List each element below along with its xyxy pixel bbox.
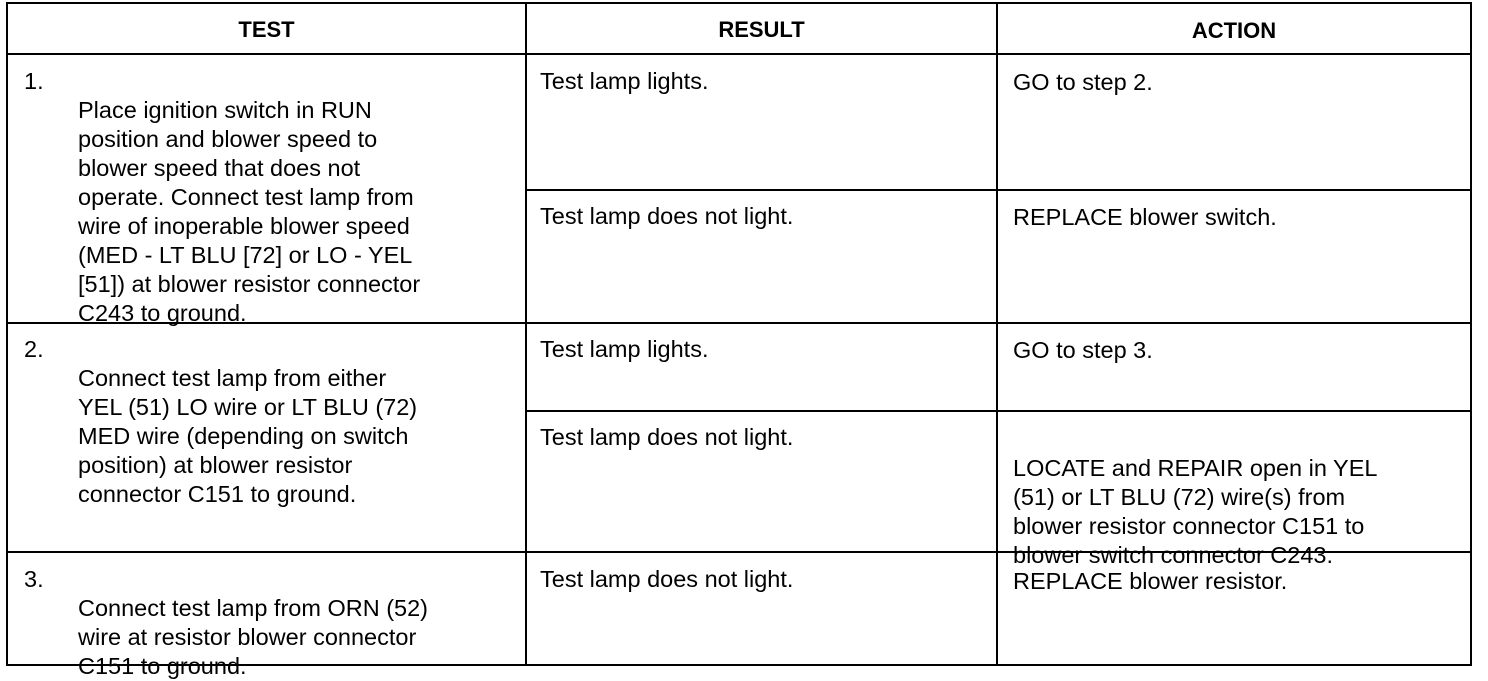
diagnostic-table — [6, 2, 1472, 679]
step-number: 3. — [24, 566, 44, 592]
result-text: Test lamp does not light. — [540, 566, 794, 592]
test-line: connector C151 to ground. — [78, 481, 357, 507]
test-line: (MED - LT BLU [72] or LO - YEL — [78, 242, 413, 268]
column-divider-1 — [525, 4, 527, 664]
test-line: operate. Connect test lamp from — [78, 184, 414, 210]
step-test-text — [78, 565, 428, 681]
result-text: Test lamp does not light. — [540, 424, 794, 450]
action-line: blower switch connector C243. — [1013, 542, 1334, 568]
test-line: wire of inoperable blower speed — [78, 213, 410, 239]
header-result: RESULT — [718, 17, 805, 42]
step-2-split — [525, 410, 1470, 412]
step-number: 1. — [24, 68, 44, 94]
test-line: C243 to ground. — [78, 300, 247, 326]
test-line: YEL (51) LO wire or LT BLU (72) — [78, 394, 418, 420]
action-text: GO to step 3. — [1013, 337, 1153, 363]
header-action: ACTION — [1191, 18, 1277, 43]
result-text: Test lamp lights. — [540, 68, 709, 94]
test-line: blower speed that does not — [78, 155, 361, 181]
test-line: wire at resistor blower connector — [78, 624, 417, 650]
step-number: 2. — [24, 336, 44, 362]
action-line: LOCATE and REPAIR open in YEL — [1013, 455, 1378, 481]
test-line: Connect test lamp from ORN (52) — [78, 595, 428, 621]
test-line: MED wire (depending on switch — [78, 423, 409, 449]
result-text: Test lamp lights. — [540, 336, 709, 362]
action-text: REPLACE blower resistor. — [1013, 568, 1288, 594]
action-text: GO to step 2. — [1013, 69, 1153, 95]
column-divider-2 — [996, 4, 998, 664]
step-test-text — [78, 335, 417, 509]
action-text: REPLACE blower switch. — [1013, 204, 1277, 230]
action-line: (51) or LT BLU (72) wire(s) from — [1013, 484, 1346, 510]
test-line: position and blower speed to — [78, 126, 378, 152]
test-line: C151 to ground. — [78, 653, 247, 679]
action-line: blower resistor connector C151 to — [1013, 513, 1365, 539]
test-line: Connect test lamp from either — [78, 365, 387, 391]
step-1-split — [525, 189, 1470, 191]
test-line: Place ignition switch in RUN — [78, 97, 372, 123]
step-test-text — [78, 67, 420, 328]
result-text: Test lamp does not light. — [540, 203, 794, 229]
test-line: [51]) at blower resistor connector — [78, 271, 421, 297]
header-test: TEST — [238, 17, 295, 42]
test-line: position) at blower resistor — [78, 452, 353, 478]
action-text — [1013, 425, 1377, 570]
header-divider — [8, 53, 1470, 55]
